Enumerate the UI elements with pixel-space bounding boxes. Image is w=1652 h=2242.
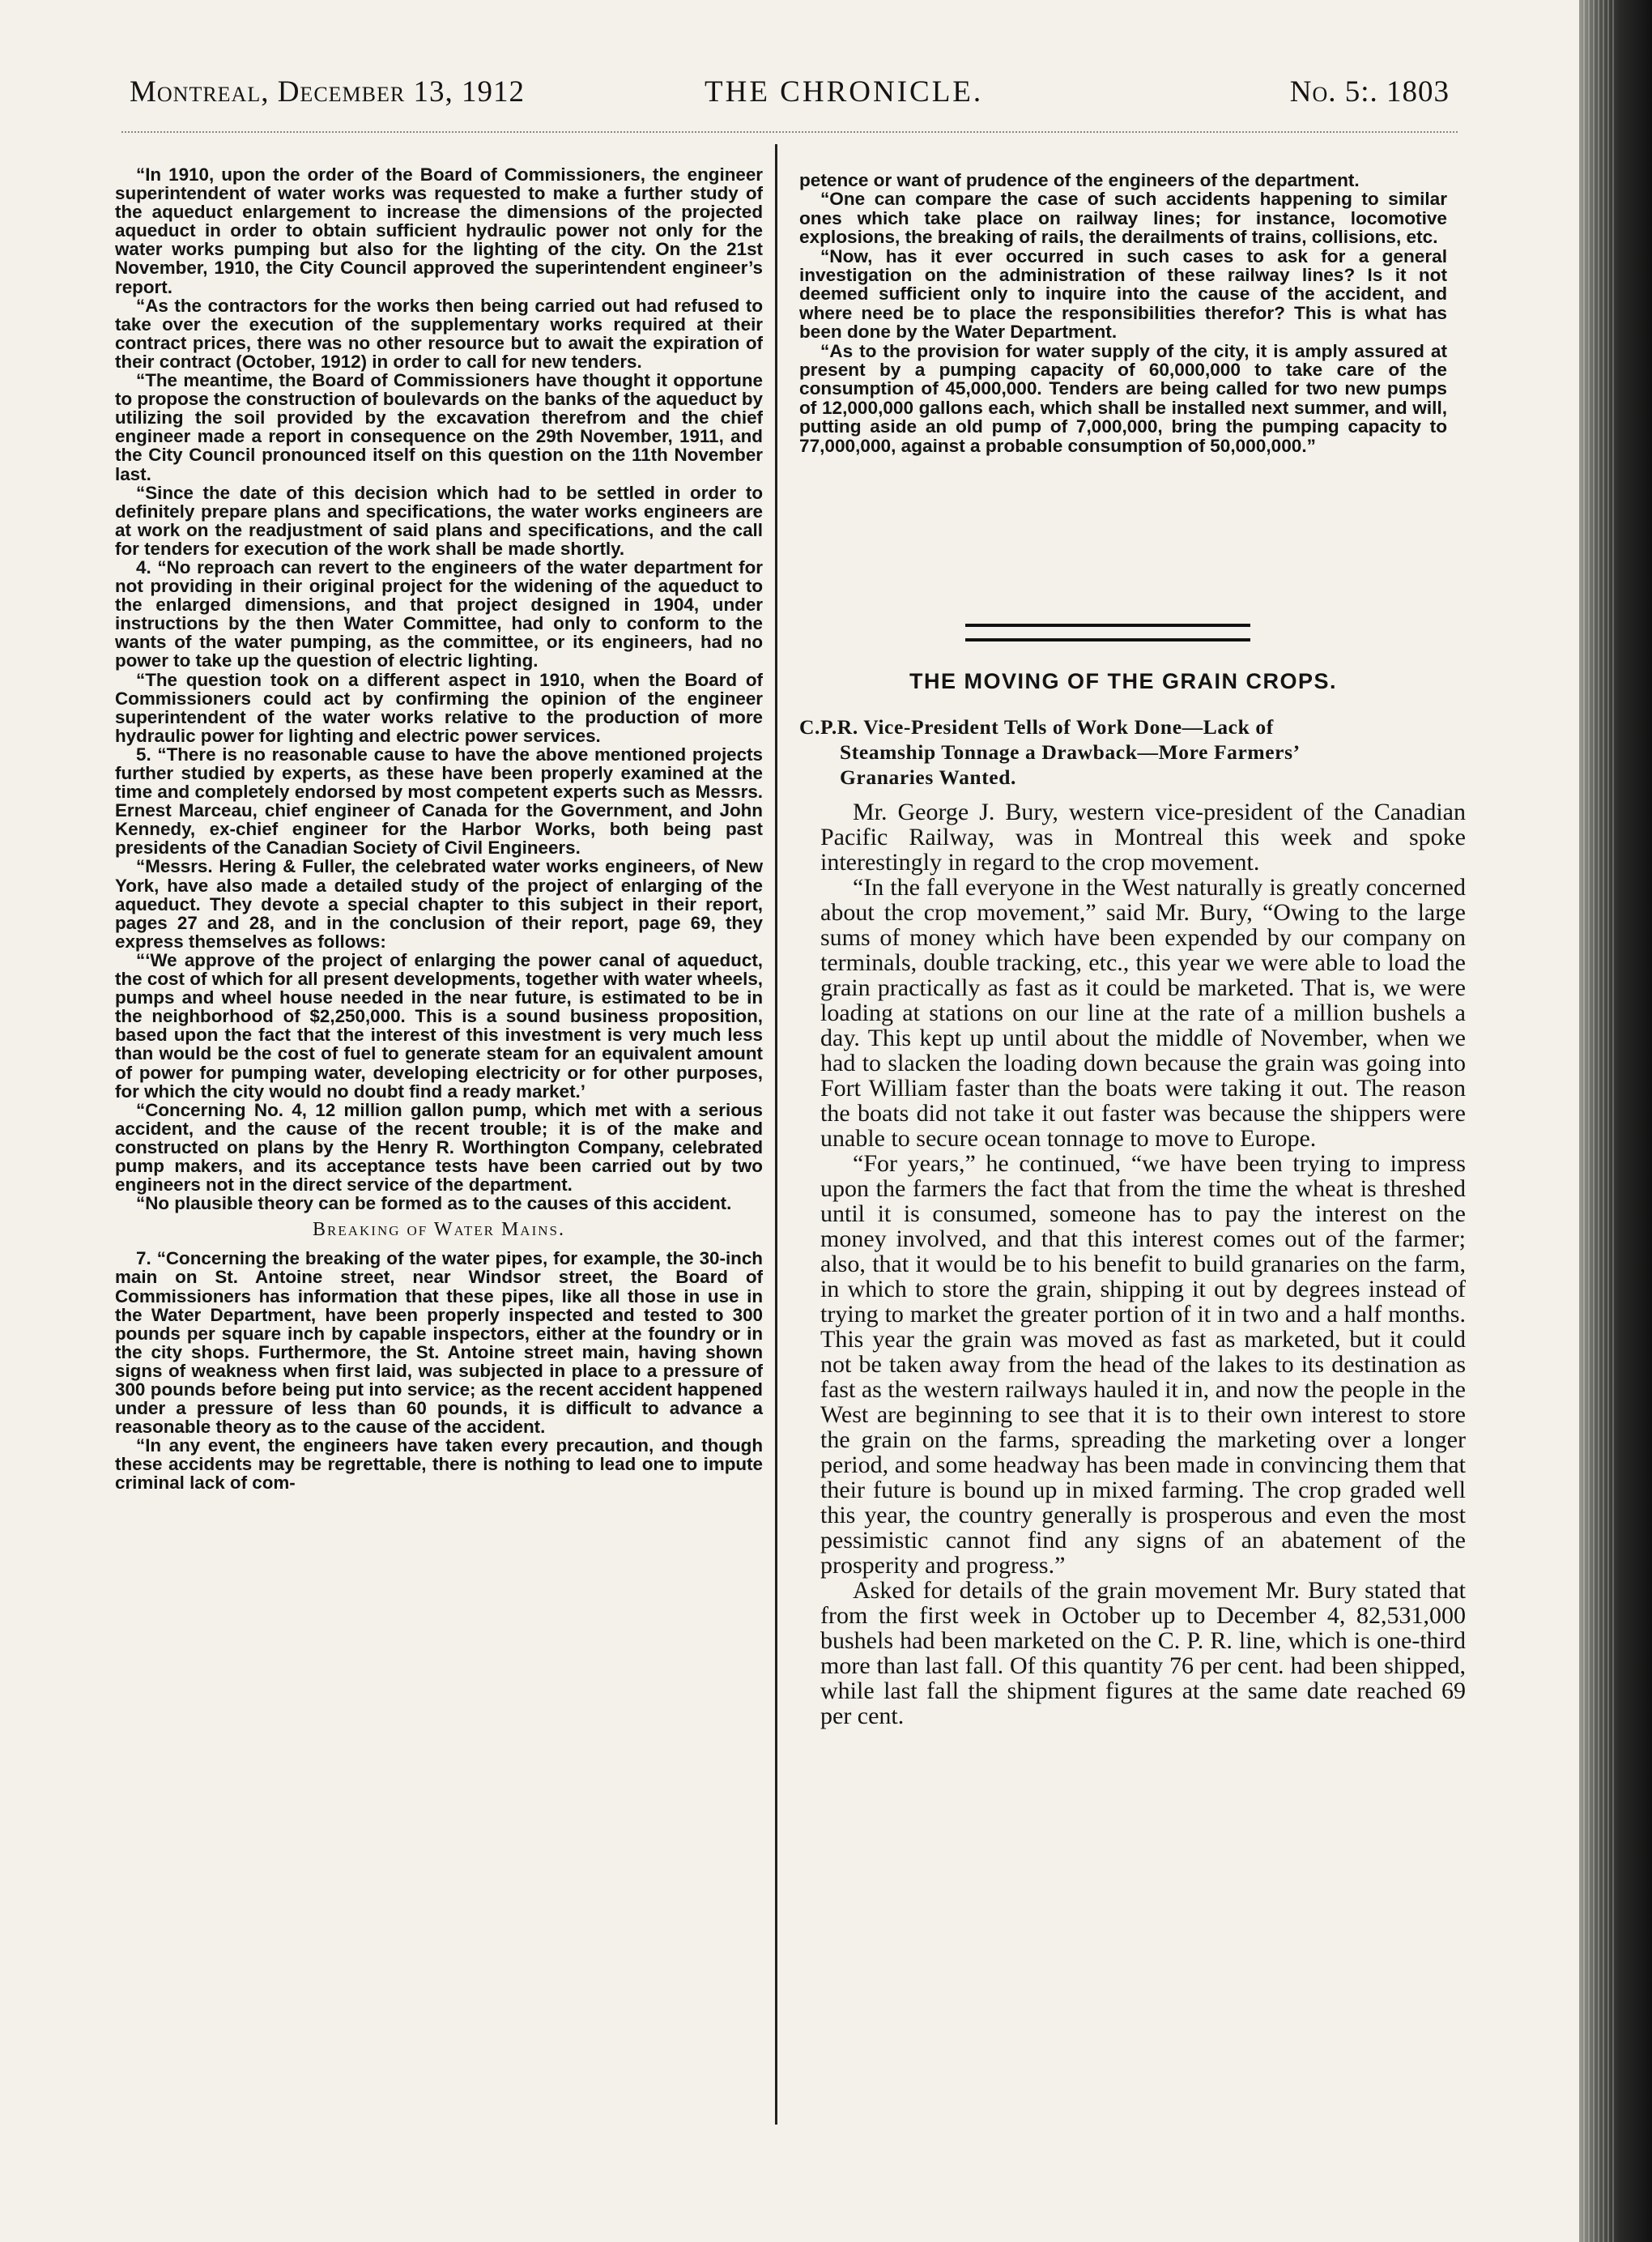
paragraph: “The question took on a different aspect in 1910, when the Board of Commissioners could act by confirming the opinion of the engineer superintendent of the water works relative to the production of more hydraulic power for lighting and electric power services.	[115, 669, 763, 746]
page-edges	[1583, 0, 1616, 2242]
header-rule	[121, 131, 1458, 133]
paragraph: “Since the date of this decision which had to be settled in order to definitely prepare plans and specifications, the water works engineers are at work on the readjustment of said plans and specifications, and the call for tenders for execution of the work shall be made shortly.	[115, 482, 763, 559]
article-subtitle	[799, 714, 1447, 790]
paragraph: “In the fall everyone in the West naturally is greatly concerned about the crop movement,” said Mr. Bury, “Owing to the large sums of money which have been expended by our company on terminals, double tracking, etc., this year we were able to load the grain practically as fast as it could be marketed. That is, we were loading at stations on our line at the rate of a million bushels a day. This kept up until about the middle of November, when we had to slacken the loading down because the grain was going into Fort William faster than the boats were taking it out. The reason the boats did not take it out faster was because the shippers were unable to secure ocean tonnage to move to Europe.	[820, 874, 1466, 1152]
paragraph: “In any event, the engineers have taken every precaution, and though these accidents may be regrettable, there is nothing to lead one to impute criminal lack of com-	[115, 1435, 763, 1494]
paragraph: 7. “Concerning the breaking of the water pipes, for example, the 30-inch main on St. Antoine street, near Windsor street, the Board of Commissioners has information that these pipes, like all those in use in the Water Department, have been properly inspected and tested to 300 pounds per square inch by capable inspectors, either at the foundry or in the city shops. Furthermore, the St. Antoine street main, having shown signs of weakness when first laid, was subjected in place to a pressure of 300 pounds before being put into service; as the recent accident happened under a pressure of less than 60 pounds, it is difficult to advance a reasonable theory as to the cause of the accident.	[115, 1248, 763, 1438]
section-subheading: Breaking of Water Mains.	[313, 1219, 565, 1241]
section-divider	[965, 624, 1250, 641]
subtitle-line: C.P.R. Vice-President Tells of Work Done—Lack of	[799, 715, 1274, 739]
paragraph: “The meantime, the Board of Commissioners have thought it opportune to propose the construction of boulevards on the banks of the aqueduct by utilizing the soil provided by the excavation therefrom and the chief engineer made a report in consequence on the 29th November, 1911, and the City Council pronounced itself on this question on the 11th November last.	[115, 370, 763, 484]
right-column-continuation	[799, 171, 1447, 455]
header-publication-title: THE CHRONICLE.	[705, 75, 984, 109]
paragraph: 5. “There is no reasonable cause to have the above mentioned projects further studied by experts, as these have been properly examined at the time and completely endorsed by most competent experts such as Messrs. Ernest Marceau, chief engineer of Canada for the Government, and John Kennedy, ex-chief engineer for the Harbor Works, both being past presidents of the Canadian Society of Civil Engineers.	[115, 744, 763, 859]
column-rule	[775, 144, 777, 2125]
paragraph: “As to the provision for water supply of the city, it is amply assured at present by a pumping capacity of 60,000,000 to take care of the consumption of 45,000,000. Tenders are being called for two new pumps of 12,000,000 gallons each, which shall be installed next summer, and will, putting aside an old pump of 7,000,000, bring the pumping capacity to 77,000,000, against a probable consumption of 50,000,000.”	[799, 340, 1447, 456]
paragraph: 4. “No reproach can revert to the engineers of the water department for not providing in their original project for the widening of the aqueduct to the enlarged dimensions, and that project designed in 1904, under instructions by the then Water Committee, had only to conform to the wants of the water pumping, as the committee, or its engineers, had no power to take up the question of electric lighting.	[115, 556, 763, 671]
paragraph: “No plausible theory can be formed as to the causes of this accident.	[136, 1193, 732, 1214]
paragraph: “For years,” he continued, “we have been trying to impress upon the farmers the fact that from the time the wheat is threshed until it is consumed, someone has to pay the interest on the money involved, and that this interest comes out of the farmer; also, that it would be to his benefit to build granaries on the farm, in which to store the grain, shipping it out by degrees instead of trying to market the greater portion of it in two and a half months. This year the grain was moved as fast as marketed, but it could not be taken away from the head of the lakes to its destination as fast as the western railways hauled it in, and now the people in the West are beginning to see that it is to their own interest to store the grain on the farms, spreading the marketing over a longer period, and some headway has been made in convincing them that their future is bound up in mixed farming. The crop graded well this year, the country generally is prosperous and even the most pessimistic cannot find any signs of an abatement of the prosperity and progress.”	[820, 1150, 1466, 1579]
header-dateline: Montreal, December 13, 1912	[130, 75, 525, 109]
article-title: THE MOVING OF THE GRAIN CROPS.	[909, 669, 1338, 693]
running-head	[130, 75, 1450, 123]
paragraph: “In 1910, upon the order of the Board of Commissioners, the engineer superintendent of water works was requested to make a further study of the aqueduct enlargement to increase the dimensions of the projected aqueduct in order to obtain sufficient hydraulic power not only for the water works pumping but also for the lighting of the city. On the 21st November, 1910, the City Council approved the superintendent engineer’s report.	[115, 164, 763, 297]
left-column	[115, 165, 763, 1493]
article-body	[820, 799, 1466, 1728]
paragraph: “Messrs. Hering & Fuller, the celebrated water works engineers, of New York, have also made a detailed study of the project of enlarging of the aqueduct. They devote a special chapter to this subject in their report, pages 27 and 28, and in the conclusion of their report, page 69, they express themselves as follows:	[115, 856, 763, 952]
subtitle-line: Granaries Wanted.	[840, 765, 1016, 789]
paragraph: “One can compare the case of such accidents happening to similar ones which take place on railway lines; for instance, locomotive explosions, the breaking of rails, the derailments of trains, collisions, etc.	[799, 189, 1447, 248]
paragraph: “Now, has it ever occurred in such cases to ask for a general investigation on the administration of these railway lines? Is it not deemed sufficient only to inquire into the cause of the accident, and where need be to place the responsibilities therefor? This is what has been done by the Water Department.	[799, 245, 1447, 343]
paragraph: Mr. George J. Bury, western vice-president of the Canadian Pacific Railway, was in Montreal this week and spoke interestingly in regard to the crop movement.	[820, 799, 1466, 876]
paragraph: “‘We approve of the project of enlarging the power canal of aqueduct, the cost of which for all present developments, together with water wheels, pumps and wheel house needed in the near future, is estimated to be in the neighborhood of $2,250,000. This is a sound business proposition, based upon the fact that the interest of this investment is very much less than would be the cost of fuel to generate steam for an equivalent amount of power for pumping water, developing electricity or for other purposes, for which the city would no doubt find a ready market.’	[115, 949, 763, 1102]
paragraph: Asked for details of the grain movement Mr. Bury stated that from the first week in October up to December 4, 82,531,000 bushels had been marketed on the C. P. R. line, which is one-third more than last fall. Of this quantity 76 per cent. had been shipped, while last fall the shipment figures at the same date reached 69 per cent.	[820, 1577, 1466, 1729]
paragraph: “As the contractors for the works then being carried out had refused to take over the execution of the supplementary works required at their contract prices, there was no other resource but to await the expiration of their contract (October, 1912) in order to call for new tenders.	[115, 295, 763, 372]
paragraph: “Concerning No. 4, 12 million gallon pump, which met with a serious accident, and the cause of the recent trouble; it is of the make and constructed on plans by the Henry R. Worthington Company, celebrated pump makers, and its acceptance tests have been carried out by two engineers not in the direct service of the department.	[115, 1099, 763, 1196]
paragraph: petence or want of prudence of the engineers of the department.	[799, 170, 1360, 190]
subtitle-line: Steamship Tonnage a Drawback—More Farmers’	[840, 740, 1301, 764]
header-issue-page: No. 5:. 1803	[1289, 75, 1450, 109]
